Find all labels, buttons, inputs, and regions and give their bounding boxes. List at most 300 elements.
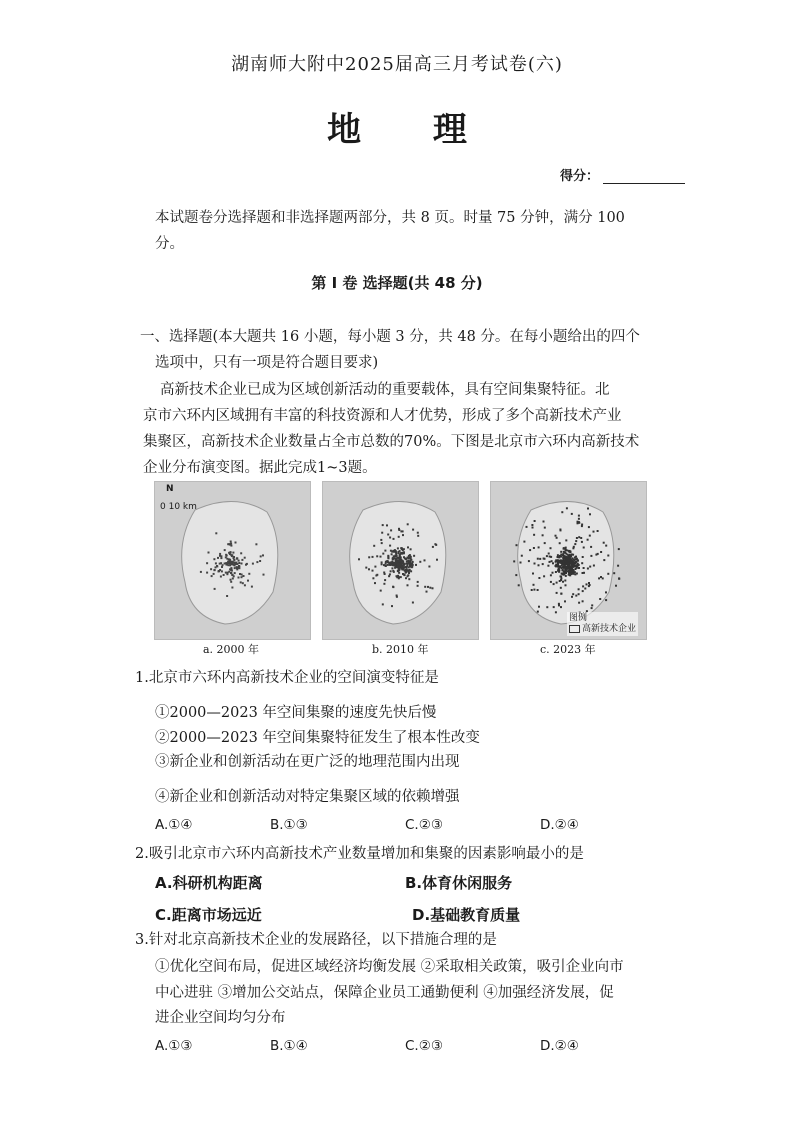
- enterprise-dot: [260, 555, 262, 557]
- enterprise-dot: [567, 562, 569, 564]
- enterprise-dot: [407, 523, 409, 525]
- enterprise-dot: [518, 584, 520, 586]
- enterprise-dot: [565, 584, 567, 586]
- enterprise-dot: [248, 573, 250, 575]
- enterprise-dot: [526, 526, 528, 528]
- enterprise-dot: [230, 562, 232, 564]
- enterprise-dot: [398, 551, 400, 553]
- enterprise-dot: [231, 570, 233, 572]
- q1-choice-c[interactable]: C.②③: [405, 817, 443, 833]
- enterprise-dot: [396, 575, 398, 577]
- enterprise-dot: [578, 588, 580, 590]
- enterprise-dot: [562, 562, 564, 564]
- enterprise-dot: [398, 536, 400, 538]
- enterprise-dot: [417, 585, 419, 587]
- section-title: 第 Ⅰ 卷 选择题(共 48 分): [311, 274, 483, 292]
- material-line-4: 企业分布演变图。据此完成1~3题。: [143, 460, 377, 476]
- enterprise-dot: [560, 575, 562, 577]
- enterprise-dot: [574, 571, 576, 573]
- enterprise-dot: [238, 577, 240, 579]
- enterprise-dot: [398, 565, 400, 567]
- enterprise-dot: [397, 570, 399, 572]
- material-line-2: 京市六环内区域拥有丰富的科技资源和人才优势，形成了多个高新技术产业: [143, 408, 622, 424]
- enterprise-dot: [542, 534, 544, 536]
- enterprise-dot: [410, 556, 412, 558]
- enterprise-dot: [578, 518, 580, 520]
- enterprise-dot: [392, 564, 394, 566]
- enterprise-dot: [532, 527, 534, 529]
- enterprise-dot: [409, 566, 411, 568]
- enterprise-dot: [576, 564, 578, 566]
- enterprise-dot: [424, 559, 426, 561]
- enterprise-dot: [408, 572, 410, 574]
- enterprise-dot: [238, 560, 240, 562]
- enterprise-dot: [429, 587, 431, 589]
- enterprise-dot: [555, 561, 557, 563]
- enterprise-dot: [399, 557, 401, 559]
- enterprise-dot: [566, 507, 568, 509]
- enterprise-dot: [618, 577, 620, 579]
- enterprise-dot: [576, 567, 578, 569]
- enterprise-dot: [564, 565, 566, 567]
- enterprise-dot: [553, 606, 555, 608]
- enterprise-dot: [537, 589, 539, 591]
- q3-choice-a[interactable]: A.①③: [155, 1038, 193, 1054]
- enterprise-dot: [230, 545, 232, 547]
- enterprise-dot: [216, 565, 218, 567]
- enterprise-dot: [533, 584, 535, 586]
- enterprise-dot: [226, 562, 228, 564]
- enterprise-dot: [358, 558, 360, 560]
- enterprise-dot: [565, 553, 567, 555]
- enterprise-dot: [244, 584, 246, 586]
- enterprise-dot: [238, 562, 240, 564]
- enterprise-dot: [586, 583, 588, 585]
- enterprise-dot: [580, 537, 582, 539]
- enterprise-dot: [569, 550, 571, 552]
- q1-item-1: ①2000—2023 年空间集聚的速度先快后慢: [155, 705, 437, 721]
- enterprise-dot: [417, 535, 419, 537]
- enterprise-dot: [220, 562, 222, 564]
- instructions-line-1: 一、选择题(本大题共 16 小题，每小题 3 分，共 48 分。在每小题给出的四个: [140, 329, 640, 345]
- enterprise-dot: [568, 574, 570, 576]
- enterprise-dot: [549, 561, 551, 563]
- enterprise-dot: [231, 587, 233, 589]
- enterprise-dot: [560, 529, 562, 531]
- enterprise-dot: [236, 568, 238, 570]
- enterprise-dot: [587, 568, 589, 570]
- enterprise-dot: [393, 551, 395, 553]
- enterprise-dot: [220, 576, 222, 578]
- enterprise-dot: [368, 568, 370, 570]
- enterprise-dot: [516, 544, 518, 546]
- enterprise-dot: [405, 577, 407, 579]
- enterprise-dot: [398, 529, 400, 531]
- enterprise-dot: [582, 556, 584, 558]
- enterprise-dot: [232, 578, 234, 580]
- enterprise-dot: [571, 596, 573, 598]
- enterprise-dot: [240, 552, 242, 554]
- enterprise-dot: [368, 556, 370, 558]
- enterprise-dot: [618, 548, 620, 550]
- enterprise-dot: [395, 553, 397, 555]
- enterprise-dot: [593, 565, 595, 567]
- enterprise-dot: [559, 565, 561, 567]
- enterprise-dot: [603, 559, 605, 561]
- enterprise-dot: [405, 572, 407, 574]
- enterprise-dot: [575, 595, 577, 597]
- q3-choice-b[interactable]: B.①④: [270, 1038, 308, 1054]
- enterprise-dot: [405, 569, 407, 571]
- enterprise-dot: [560, 556, 562, 558]
- enterprise-dot: [393, 538, 395, 540]
- enterprise-dot: [214, 569, 216, 571]
- enterprise-dot: [251, 586, 253, 588]
- enterprise-dot: [556, 537, 558, 539]
- enterprise-dot: [227, 543, 229, 545]
- enterprise-dot: [374, 566, 376, 568]
- q1-choice-a[interactable]: A.①④: [155, 817, 193, 833]
- enterprise-dot: [563, 557, 565, 559]
- enterprise-dot: [559, 542, 561, 544]
- enterprise-dot: [383, 572, 385, 574]
- enterprise-dot: [387, 555, 389, 557]
- enterprise-dot: [200, 571, 202, 573]
- enterprise-dot: [372, 570, 374, 572]
- exam-title: 湖南师大附中2025届高三月考试卷(六): [231, 54, 563, 75]
- enterprise-dot: [412, 564, 414, 566]
- enterprise-dot: [385, 561, 387, 563]
- enterprise-dot: [389, 545, 391, 547]
- enterprise-dot: [255, 543, 257, 545]
- enterprise-dot: [538, 606, 540, 608]
- q3-choice-c[interactable]: C.②③: [405, 1038, 443, 1054]
- enterprise-dot: [560, 606, 562, 608]
- enterprise-dot: [557, 563, 559, 565]
- score-field: [560, 165, 685, 184]
- enterprise-dot: [565, 575, 567, 577]
- enterprise-dot: [564, 580, 566, 582]
- enterprise-dot: [588, 526, 590, 528]
- enterprise-dot: [389, 537, 391, 539]
- enterprise-dot: [570, 566, 572, 568]
- enterprise-dot: [562, 559, 564, 561]
- enterprise-dot: [215, 566, 217, 568]
- enterprise-dot: [584, 588, 586, 590]
- enterprise-dot: [424, 586, 426, 588]
- enterprise-dot: [396, 555, 398, 557]
- enterprise-dot: [571, 513, 573, 515]
- enterprise-dot: [381, 542, 383, 544]
- enterprise-dot: [206, 572, 208, 574]
- enterprise-dot: [408, 578, 410, 580]
- enterprise-dot: [595, 554, 597, 556]
- map-legend: [567, 612, 638, 636]
- enterprise-dot: [400, 576, 402, 578]
- enterprise-dot: [381, 561, 383, 563]
- enterprise-dot: [617, 565, 619, 567]
- enterprise-dot: [220, 557, 222, 559]
- enterprise-dot: [552, 562, 554, 564]
- enterprise-dot: [546, 606, 548, 608]
- enterprise-dot: [236, 557, 238, 559]
- enterprise-dot: [241, 576, 243, 578]
- q3-line-1: ①优化空间布局，促进区域经济均衡发展 ②采取相关政策，吸引企业向市: [155, 959, 624, 975]
- enterprise-dot: [576, 573, 578, 575]
- enterprise-dot: [410, 570, 412, 572]
- q1-choice-d[interactable]: D.②④: [540, 817, 579, 833]
- enterprise-dot: [240, 581, 242, 583]
- enterprise-dot: [234, 565, 236, 567]
- enterprise-dot: [218, 570, 220, 572]
- legend-title: 图例: [569, 613, 588, 623]
- enterprise-dot: [605, 545, 607, 547]
- enterprise-dot: [587, 508, 589, 510]
- enterprise-dot: [598, 577, 600, 579]
- enterprise-dot: [395, 558, 397, 560]
- enterprise-dot: [572, 569, 574, 571]
- enterprise-dot: [232, 561, 234, 563]
- q2-stem: 2.吸引北京市六环内高新技术产业数量增加和集聚的因素影响最小的是: [135, 846, 584, 862]
- enterprise-dot: [613, 572, 615, 574]
- enterprise-dot: [419, 561, 421, 563]
- enterprise-dot: [589, 566, 591, 568]
- enterprise-dot: [397, 547, 399, 549]
- enterprise-dot: [408, 563, 410, 565]
- enterprise-dot: [413, 555, 415, 557]
- enterprise-dot: [533, 589, 535, 591]
- enterprise-dot: [543, 521, 545, 523]
- enterprise-dot: [224, 549, 226, 551]
- enterprise-dot: [550, 581, 552, 583]
- enterprise-dot: [395, 551, 397, 553]
- enterprise-dot: [222, 564, 224, 566]
- q1-item-3: ③新企业和创新活动在更广泛的地理范围内出现: [155, 754, 460, 770]
- enterprise-dot: [590, 555, 592, 557]
- enterprise-dot: [572, 565, 574, 567]
- enterprise-dot: [550, 556, 552, 558]
- enterprise-dot: [391, 562, 393, 564]
- enterprise-dot: [415, 564, 417, 566]
- enterprise-dot: [555, 535, 557, 537]
- enterprise-dot: [523, 541, 525, 543]
- enterprise-dot: [576, 537, 578, 539]
- enterprise-dot: [402, 552, 404, 554]
- enterprise-dot: [392, 558, 394, 560]
- enterprise-dot: [615, 585, 617, 587]
- enterprise-dot: [213, 558, 215, 560]
- enterprise-dot: [543, 558, 545, 560]
- material-line-3: 集聚区，高新技术企业数量占全市总数的70%。下图是北京市六环内高新技术: [143, 434, 640, 450]
- legend-item: 高新技术企业: [582, 624, 637, 634]
- enterprise-dot: [256, 561, 258, 563]
- enterprise-dot: [406, 560, 408, 562]
- enterprise-dot: [407, 584, 409, 586]
- enterprise-dot: [408, 558, 410, 560]
- enterprise-dot: [581, 541, 583, 543]
- enterprise-dot: [391, 605, 393, 607]
- enterprise-dot: [589, 535, 591, 537]
- enterprise-dot: [412, 561, 414, 563]
- enterprise-dot: [531, 524, 533, 526]
- q2-choice-d[interactable]: D.基础教育质量: [412, 906, 521, 924]
- enterprise-dot: [235, 542, 237, 544]
- enterprise-dot: [390, 570, 392, 572]
- enterprise-dot: [557, 554, 559, 556]
- enterprise-dot: [562, 553, 564, 555]
- enterprise-dot: [401, 566, 403, 568]
- enterprise-dot: [435, 544, 437, 546]
- map-2010: [322, 481, 479, 640]
- north-arrow-icon: [160, 484, 197, 512]
- enterprise-dot: [577, 522, 579, 524]
- enterprise-dot: [546, 555, 548, 557]
- enterprise-dot: [229, 564, 231, 566]
- enterprise-dot: [515, 574, 517, 576]
- enterprise-dot: [578, 536, 580, 538]
- enterprise-dot: [607, 573, 609, 575]
- enterprise-dot: [380, 556, 382, 558]
- enterprise-dot: [560, 593, 562, 595]
- enterprise-dot: [534, 563, 536, 565]
- enterprise-dot: [560, 554, 562, 556]
- enterprise-dot: [427, 586, 429, 588]
- enterprise-dot: [232, 552, 234, 554]
- enterprise-dot: [577, 559, 579, 561]
- q3-choice-d[interactable]: D.②④: [540, 1038, 579, 1054]
- q3-stem: 3.针对北京高新技术企业的发展路径，以下措施合理的是: [135, 932, 497, 948]
- enterprise-dot: [387, 564, 389, 566]
- q2-choice-c[interactable]: C.距离市场远近: [155, 906, 262, 924]
- enterprise-dot: [589, 584, 591, 586]
- enterprise-dot: [428, 566, 430, 568]
- enterprise-dot: [242, 582, 244, 584]
- enterprise-dot: [403, 556, 405, 558]
- enterprise-dot: [402, 530, 404, 532]
- enterprise-dot: [211, 575, 213, 577]
- enterprise-dot: [600, 551, 602, 553]
- enterprise-dot: [563, 547, 565, 549]
- q2-choice-a[interactable]: A.科研机构距离: [155, 874, 263, 892]
- q3-line-2: 中心进驻 ③增加公交站点，保障企业员工通勤便利 ④加强经济发展，促: [155, 985, 614, 1001]
- enterprise-dot: [590, 546, 592, 548]
- enterprise-dot: [376, 555, 378, 557]
- enterprise-dot: [376, 574, 378, 576]
- enterprise-dot: [236, 566, 238, 568]
- enterprise-dot: [417, 581, 419, 583]
- enterprise-dot: [215, 562, 217, 564]
- enterprise-dot: [555, 565, 557, 567]
- enterprise-dot: [597, 530, 599, 532]
- enterprise-dot: [411, 566, 413, 568]
- enterprise-dot: [591, 607, 593, 609]
- enterprise-dot: [217, 557, 219, 559]
- enterprise-dot: [550, 547, 552, 549]
- enterprise-dot: [387, 560, 389, 562]
- enterprise-dot: [213, 573, 215, 575]
- enterprise-dot: [228, 571, 230, 573]
- enterprise-dot: [582, 600, 584, 602]
- enterprise-dot: [389, 563, 391, 565]
- scale-bar: 0 10 km: [160, 502, 197, 512]
- enterprise-dot: [221, 570, 223, 572]
- enterprise-dot: [391, 551, 393, 553]
- enterprise-dot: [561, 511, 563, 513]
- enterprise-dot: [432, 546, 434, 548]
- enterprise-dot: [436, 559, 438, 561]
- enterprise-dot: [556, 592, 558, 594]
- enterprise-dot: [395, 561, 397, 563]
- enterprise-dot: [528, 560, 530, 562]
- q2-choice-b[interactable]: B.体育休闲服务: [405, 874, 513, 892]
- enterprise-dot: [380, 590, 382, 592]
- instructions-line-2: 选项中，只有一项是符合题目要求): [155, 355, 379, 371]
- enterprise-dot: [387, 557, 389, 559]
- enterprise-dot: [564, 600, 566, 602]
- enterprise-dot: [538, 546, 540, 548]
- enterprise-dot: [556, 582, 558, 584]
- enterprise-dot: [578, 602, 580, 604]
- enterprise-dot: [394, 549, 396, 551]
- enterprise-dot: [215, 532, 217, 534]
- enterprise-dot: [406, 558, 408, 560]
- intro-line-2: 分。: [155, 236, 184, 252]
- enterprise-dot: [230, 554, 232, 556]
- enterprise-dot: [432, 587, 434, 589]
- enterprise-dot: [226, 555, 228, 557]
- material-line-1: 高新技术企业已成为区域创新活动的重要载体，具有空间集聚特征。北: [160, 382, 610, 398]
- enterprise-dot: [399, 554, 401, 556]
- enterprise-dot: [206, 562, 208, 564]
- legend-swatch: [569, 625, 580, 633]
- enterprise-dot: [544, 527, 546, 529]
- enterprise-dot: [382, 524, 384, 526]
- enterprise-dot: [263, 574, 265, 576]
- enterprise-dot: [226, 558, 228, 560]
- q1-item-4: ④新企业和创新活动对特定集聚区域的依赖增强: [155, 789, 460, 805]
- enterprise-dot: [607, 555, 609, 557]
- enterprise-dot: [391, 567, 393, 569]
- enterprise-dot: [409, 554, 411, 556]
- q1-choice-b[interactable]: B.①③: [270, 817, 308, 833]
- enterprise-dot: [402, 562, 404, 564]
- enterprise-dot: [533, 534, 535, 536]
- enterprise-dot: [373, 545, 375, 547]
- enterprise-dot: [560, 551, 562, 553]
- enterprise-dot: [389, 573, 391, 575]
- enterprise-dot: [572, 593, 574, 595]
- enterprise-dot: [562, 581, 564, 583]
- enterprise-dot: [578, 515, 580, 517]
- enterprise-dot: [565, 547, 567, 549]
- enterprise-dot: [365, 567, 367, 569]
- enterprise-dot: [583, 567, 585, 569]
- enterprise-dot: [538, 564, 540, 566]
- enterprise-dot: [565, 539, 567, 541]
- enterprise-dot: [562, 569, 564, 571]
- enterprise-dot: [568, 570, 570, 572]
- enterprise-dot: [391, 553, 393, 555]
- enterprise-dot: [532, 573, 534, 575]
- enterprise-dot: [537, 611, 539, 613]
- enterprise-dot: [400, 547, 402, 549]
- enterprise-dot: [583, 547, 585, 549]
- enterprise-dot: [575, 540, 577, 542]
- enterprise-dot: [262, 554, 264, 556]
- q3-line-3: 进企业空间均匀分布: [155, 1010, 286, 1026]
- enterprise-dot: [243, 575, 245, 577]
- enterprise-dot: [605, 599, 607, 601]
